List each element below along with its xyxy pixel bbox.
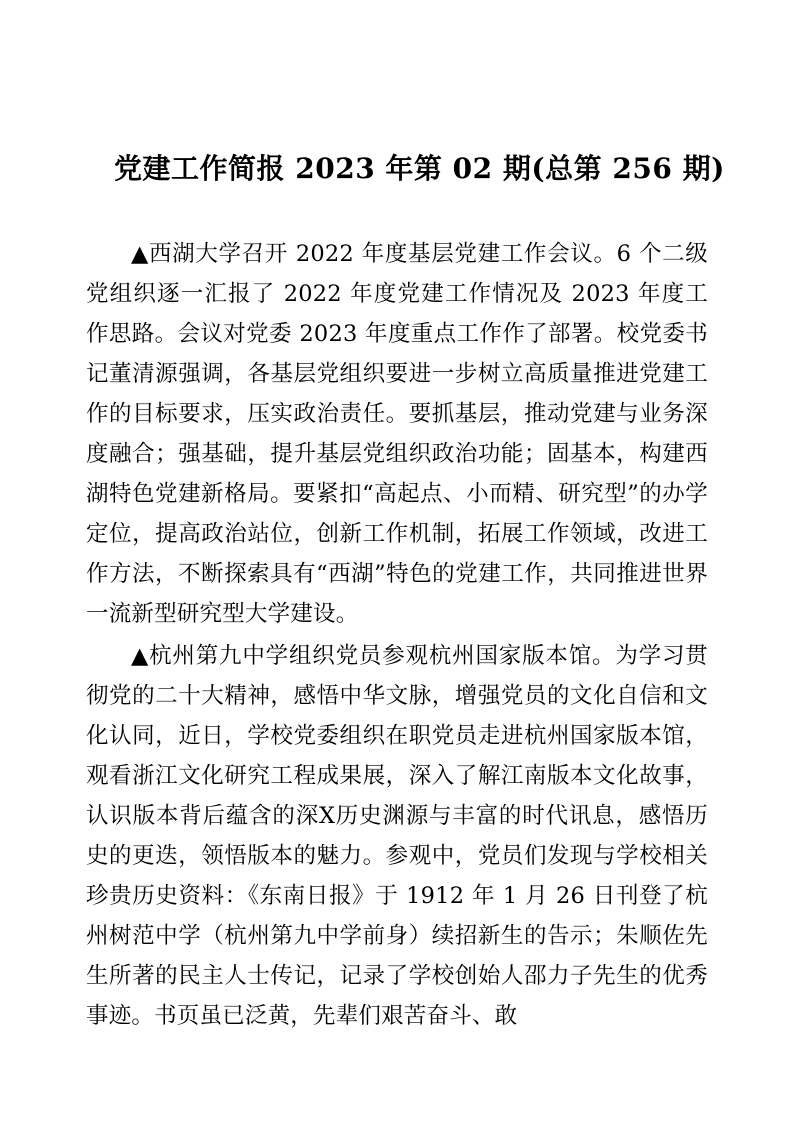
paragraph-2: ▲杭州第九中学组织党员参观杭州国家版本馆。为学习贯彻党的二十大精神，感悟中华文脉，增强党员的文化自信和文化认同，近日，学校党委组织在职党员走进杭州国家版本馆，观看浙江文化研究工程成果展，深入了解江南版本文化故事，认识版本背后蕴含的深X历史渊源与丰富的时代讯息，感悟历史的更迭，领悟版本的魅力。参观中，党员们发现与学校相关珍贵历史资料：《东南日报》于 1912 年 1 月 26 日刊登了杭州树范中学（杭州第九中学前身）续招新生的告示；朱顺佐先生所著的民主人士传记，记录了学校创始人邵力子先生的优秀事迹。书页虽已泛黄，先辈们艰苦奋斗、敢: [86, 642, 708, 1029]
paragraph-1: ▲西湖大学召开 2022 年度基层党建工作会议。6 个二级党组织逐一汇报了 2022 年度党建工作情况及 2023 年度工作思路。会议对党委 2023 年度重点工作作了部署。校党委书记董清源强调，各基层党组织要进一步树立高质量推进党建工作的目标要求，压实政治责任。要抓基层，推动党建与业务深度融合；强基础，提升基层党组织政治功能；固基本，构建西湖特色党建新格局。要紧扣“高起点、小而精、研究型”的办学定位，提高政治站位，创新工作机制，拓展工作领域，改进工作方法，不断探索具有“西湖”特色的党建工作，共同推进世界一流新型研究型大学建设。: [86, 240, 708, 627]
document-title: 党建工作简报 2023 年第 02 期(总第 256 期): [114, 152, 725, 185]
